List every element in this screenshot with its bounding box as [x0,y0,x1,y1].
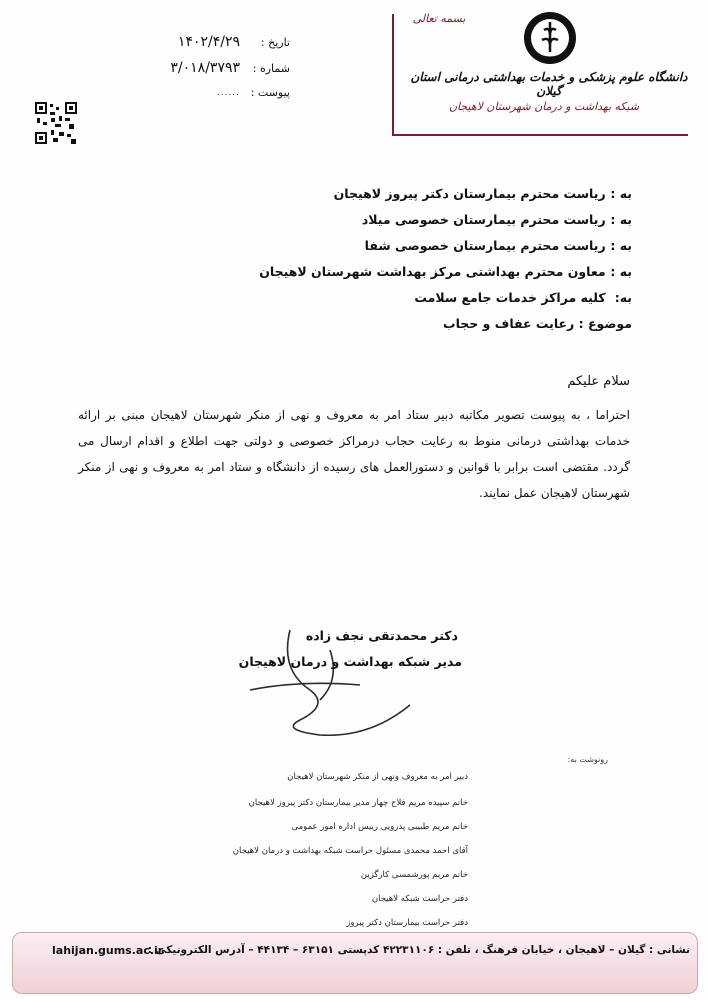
recipient-text: ریاست محترم بیمارستان خصوصی میلاد [361,212,606,227]
recipient-text: معاون محترم بهداشتی مرکز بهداشت شهرستان لاهیجان [259,264,606,279]
recipient-row [334,186,632,201]
greeting: سلام علیکم [567,374,630,389]
recipient-row [259,264,632,279]
cc-title: رونوشت به: [567,755,608,764]
network-name: شبکه بهداشت و درمان شهرستان لاهیجان [448,100,640,113]
cc-item: دفتر حراست شبکه لاهیجان [371,894,468,904]
footer-address: نشانی : گیلان – لاهیجان ، خیابان فرهنگ ، تلفن : ۴۲۲۳۱۱۰۶ کدپستی ۶۳۱۵۱ – ۴۴۱۳۴ – آدرس الکترونیکی : [147,944,690,956]
cc-item: خانم سپیده مریم فلاح چهار مدیر بیمارستان دکتر پیروز لاهیجان [248,798,468,808]
recipient-text: کلیه مراکز خدمات جامع سلامت [414,290,606,305]
cc-item: خانم مریم طبیبی پدرویی رییس اداره امور عمومی [291,822,468,832]
recipient-key: به : [610,264,632,279]
cc-item: خانم مریم پورشمسی کارگزین [360,870,468,880]
recipient-text: ریاست محترم بیمارستان دکتر پیروز لاهیجان [333,186,606,201]
attachment-value: ...... [216,88,240,98]
letter-body: احتراما ، به پیوست تصویر مکاتبه دبیر ستاد امر به معروف و نهی از منکر شهرستان لاهیجان مبنی بر ارائه خدمات بهداشتی درمانی منوط به رعایت حجاب درمراکز خصوصی و دولتی جهت اطلاع و اقدام ارسال می گردد. مقتضی است برابر با قوانین و دستورالعمل های رسیده از دانشگاه و ستاد امر به معروف و نهی از منکر شهرستان لاهیجان عمل نمایند. [78,408,630,500]
footer-website-link[interactable]: lahijan.gums.ac.ir [52,944,164,957]
recipient-key: به : [610,212,632,227]
signer-name: دکتر محمدتقی نجف زاده [305,628,458,643]
recipient-row [414,290,632,305]
date-value: ۱۴۰۲/۴/۲۹ [177,34,240,50]
date-row [150,36,290,52]
header-divider [392,14,394,136]
qr-code-icon [35,102,77,144]
cc-item: دفتر حراست بیمارستان دکتر پیروز [346,918,468,928]
number-label: شماره : [252,62,290,75]
header-underline [392,134,688,136]
subject-row [443,316,632,331]
subject-text: رعایت عفاف و حجاب [443,316,575,331]
recipient-row [365,238,632,253]
basmala: بسمه تعالی [412,12,466,25]
university-logo-icon [516,8,584,72]
recipient-key: به : [610,238,632,253]
attachment-label: پیوست : [250,86,290,99]
footer-band [12,932,698,994]
subject-key: موضوع : [578,316,632,331]
recipient-key: به: [614,290,632,305]
cc-item: آقای احمد محمدی مسئول حراست شبکه بهداشت و درمان لاهیجان [232,846,468,856]
university-name: دانشگاه علوم پزشکی و خدمات بهداشتی درمانی استان گیلان [410,70,688,98]
date-label: تاریخ : [260,36,290,49]
recipient-key: به : [610,186,632,201]
number-row [150,62,290,78]
attachment-row [150,86,290,102]
signer-title: مدیر شبکه بهداشت و درمان لاهیجان [238,654,462,669]
recipient-text: ریاست محترم بیمارستان خصوصی شفا [364,238,606,253]
number-value: ۳/۰۱۸/۳۷۹۳ [170,60,240,76]
cc-item: دبیر امر به معروف ونهی از منکر شهرستان لاهیجان [287,772,468,782]
recipient-row [362,212,632,227]
